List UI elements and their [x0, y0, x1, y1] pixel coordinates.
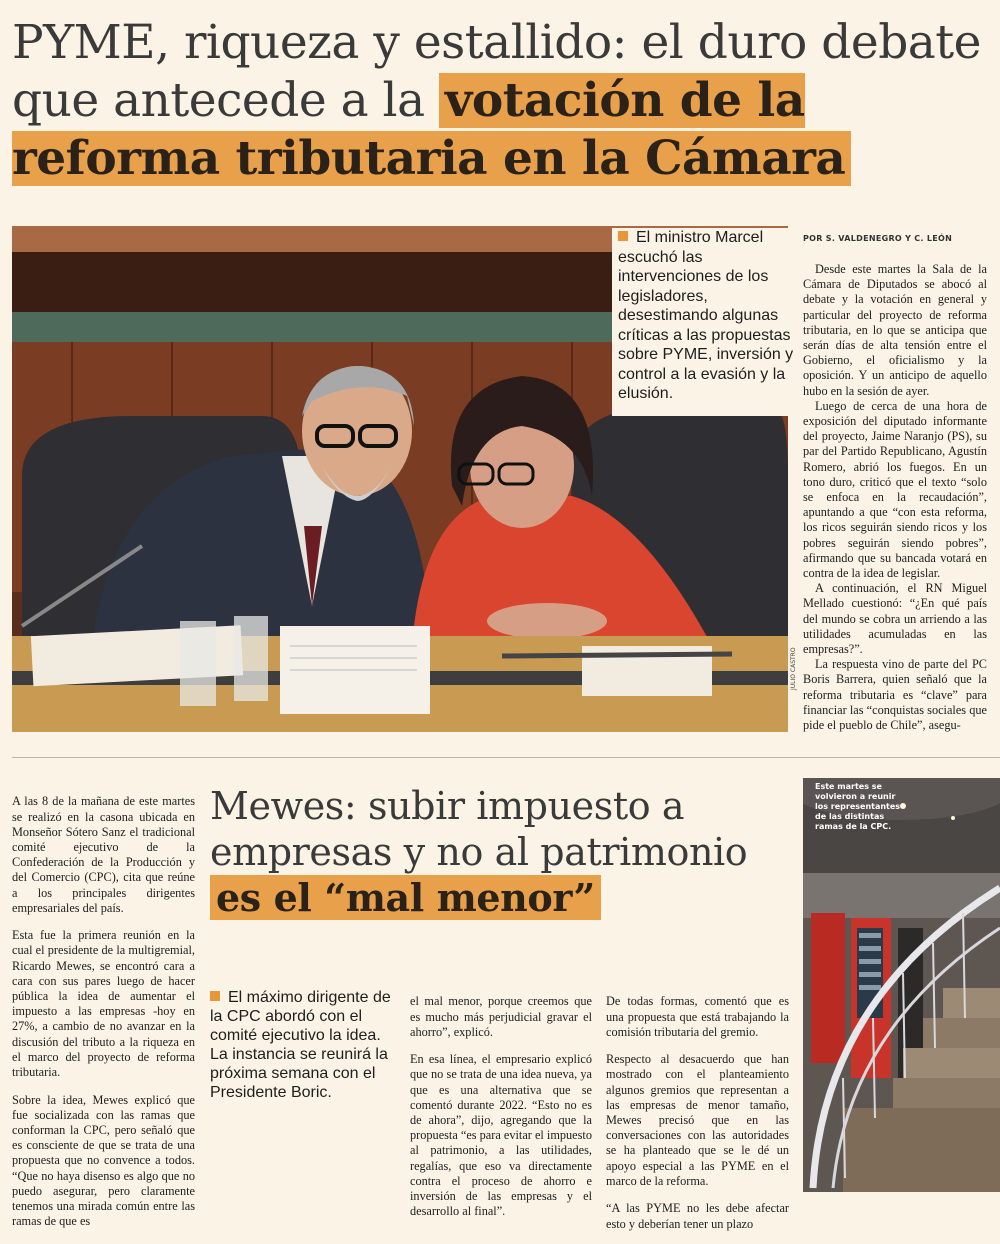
article2-headline-plain: Mewes: subir impuesto a empresas y no al patrimonio: [210, 784, 748, 874]
article1-body: [803, 262, 987, 733]
article1-headline: [12, 14, 992, 188]
article2-column-c: [606, 982, 789, 1244]
article2-paragraph: Respecto al desacuerdo que han mostrado con el planteamiento algunos gremios que representan a las empresas de menor tamaño, Mewes precisó que en las conversaciones con las autoridades se ha planteado que se le dé un apoyo especial a las PYME en el marco de la reforma.: [606, 1052, 789, 1188]
photo-credit: JULIO CASTRO: [790, 647, 797, 690]
article2-paragraph: De todas formas, comentó que es una propuesta que está trabajando la comisión tributaria del gremio.: [606, 994, 789, 1039]
article2-paragraph: En esa línea, el empresario explicó que no se trata de una idea nueva, ya que es una alternativa que se comentó durante 2022. “Esto no es de ahora”, dijo, agregando que la propuesta “es para evitar el impuesto al patrimonio, a las utilidades, regalías, que eso va directamente contra el proceso de ahorro e inversión de las empresas y el desarrollo al final”.: [410, 1052, 592, 1219]
article2-paragraph: “A las PYME no les debe afectar esto y deberían tener un plazo: [606, 1201, 789, 1231]
article2-paragraph: el mal menor, porque creemos que es mucho más perjudicial gravar el ahorro”, explicó.: [410, 994, 592, 1039]
article1-headline-plain: PYME, riqueza y estallido: el duro debate que antecede a la: [12, 15, 982, 128]
article1-paragraph: A continuación, el RN Miguel Mellado cuestionó: “¿En qué país del mundo se cobra un arriendo a las utilidades acumuladas en las empresas?”.: [803, 581, 987, 657]
article2-photo: [803, 778, 1000, 1192]
bullet-square-icon: [210, 991, 220, 1001]
article2-column-b: [410, 982, 592, 1232]
article2-paragraph: Esta fue la primera reunión en la cual el presidente de la multigremial, Ricardo Mewes, se encontró cara a cara con sus pares luego de hacer pública la idea de aumentar el impuesto a las empresas -hoy en 27%, a cambio de no avanzar en la discusión del tributo a la riqueza en el marco del proyecto de reforma tributaria.: [12, 928, 195, 1080]
article2-paragraph: A las 8 de la mañana de este martes se realizó en la casona ubicada en Monseñor Sótero Sanz el tradicional comité ejecutivo de la Confederación de la Producción y del Comercio (CPC), cita que reúne a los principales dirigentes empresariales del país.: [12, 794, 195, 915]
article2-headline-highlight: es el “mal menor”: [210, 875, 601, 920]
article1-callout: [612, 228, 802, 416]
article2-callout-text: El máximo dirigente de la CPC abordó con el comité ejecutivo la idea. La instancia se reunirá la próxima semana con el Presidente Boric.: [210, 989, 391, 1101]
article2-callout: [210, 988, 394, 1102]
article1-headline-highlight: votación de la reforma tributaria en la Cámara: [12, 73, 851, 186]
article2-paragraph: Sobre la idea, Mewes explicó que fue socializada con las ramas que conforman la CPC, pero señaló que es consciente de que se trata de una propuesta que no convence a todos. “Que no haya disenso es algo que no puedo asegurar, pero claramente tenemos una mirada común entre las ramas de que es: [12, 1092, 195, 1229]
byline: POR S. VALDENEGRO Y C. LEÓN: [803, 234, 953, 243]
article2-headline: [210, 783, 790, 921]
article1-paragraph: Luego de cerca de una hora de exposición del diputado informante del proyecto, Jaime Naranjo (PS), su par del Partido Republicano, Agustín Romero, abrió los fuegos. En un tono duro, criticó que el texto “solo se enfoca en la recaudación”, apuntando a que “con esta reforma, los ricos seguirán siendo ricos y los pobres seguirán siendo pobres”, afirmando que su bancada votará en contra de la idea de legislar.: [803, 398, 987, 581]
article1-paragraph: La respuesta vino de parte del PC Boris Barrera, quien señaló que la reforma tributaria es “clave” para financiar las “conquistas sociales que pide el pueblo de Chile”, asegu-: [803, 657, 987, 733]
bullet-square-icon: [618, 231, 628, 241]
article1-paragraph: Desde este martes la Sala de la Cámara de Diputados se abocó al debate y la votación en general y particular del proyecto de reforma tributaria, en lo que se anticipa que serán días de alta tensión entre el Gobierno, el oficialismo y la oposición. Y un anticipo de aquello hubo en la sesión de ayer.: [803, 262, 987, 398]
article2-photo-caption: Este martes se volvieron a reunir los representantes de las distintas ramas de la CPC.: [815, 782, 901, 831]
article1-callout-text: El ministro Marcel escuchó las intervenciones de los legisladores, desestimando algunas críticas a las propuestas sobre PYME, inversión y control a la evasión y la elusión.: [618, 229, 794, 402]
article2-column-a: [12, 782, 195, 1242]
section-divider: [12, 757, 1000, 758]
